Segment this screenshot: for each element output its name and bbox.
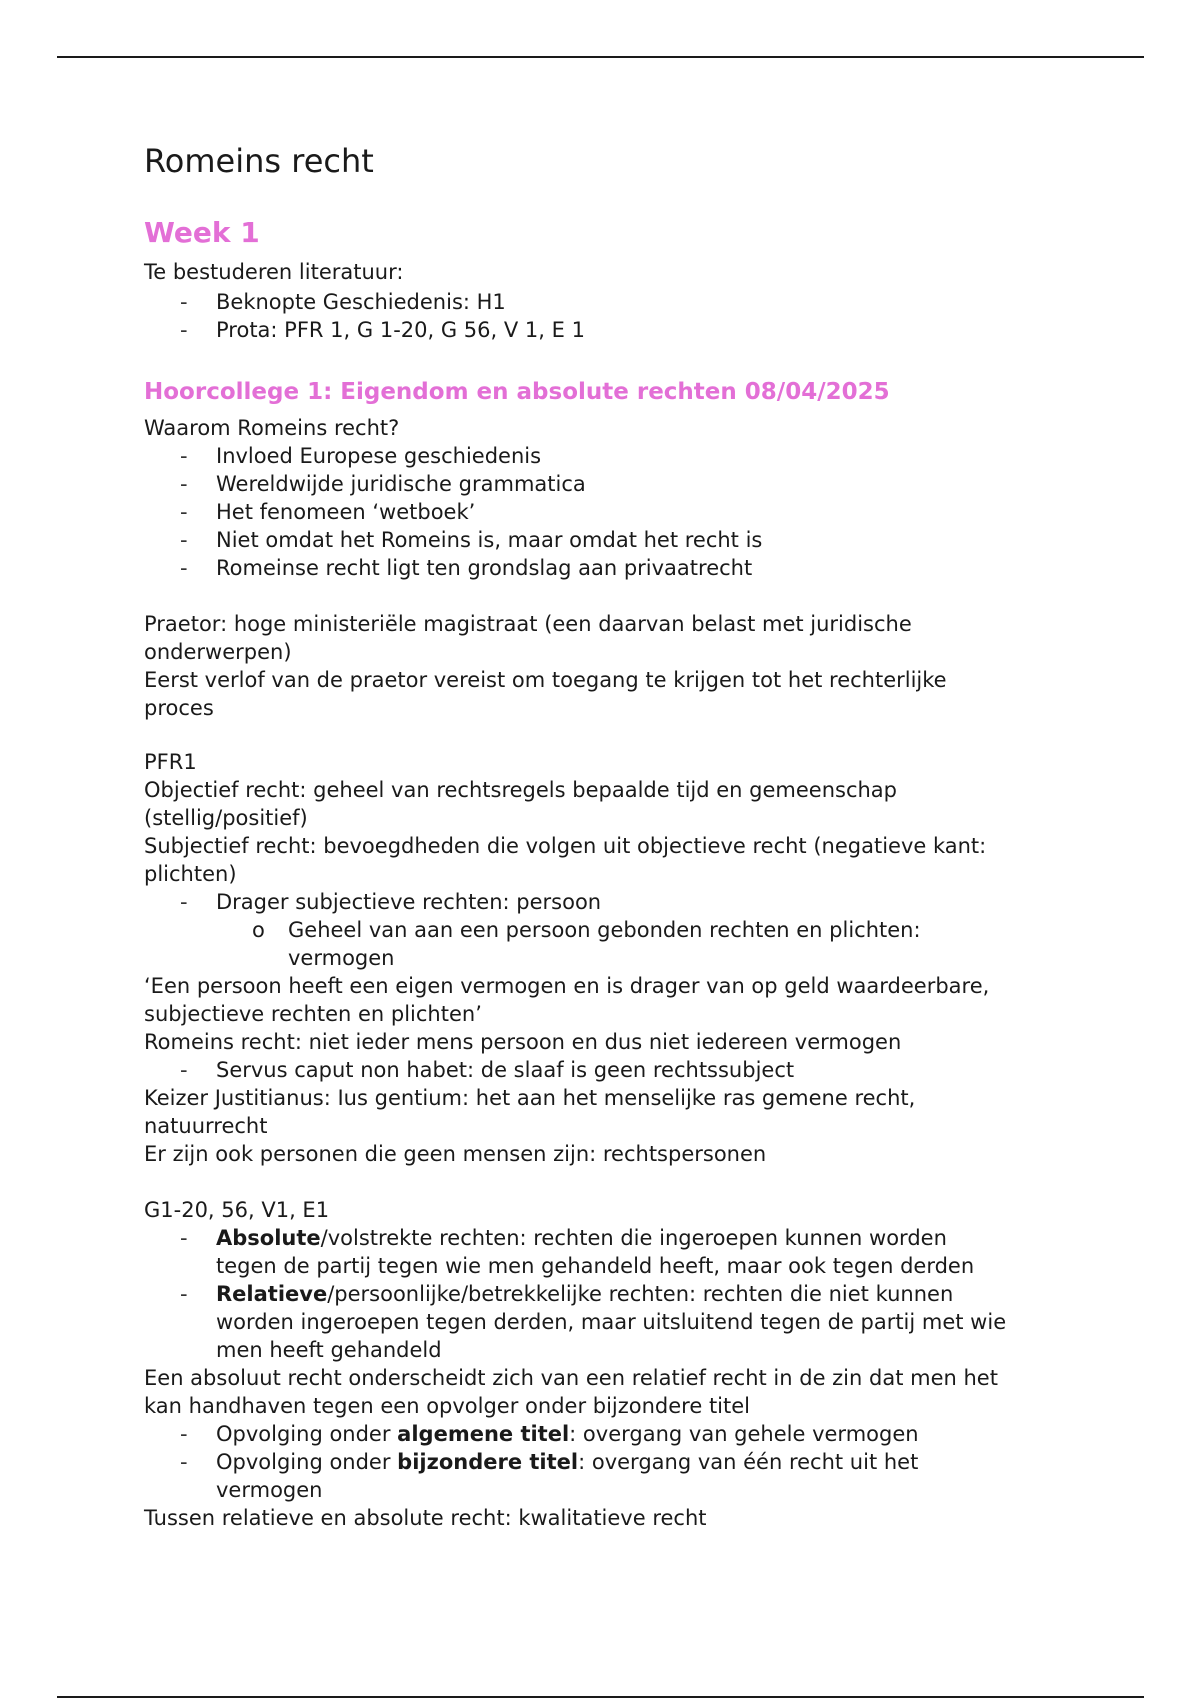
paragraph-line: Objectief recht: geheel van rechtsregels bepaalde tijd en gemeenschap — [144, 778, 897, 802]
lecture-heading: Hoorcollege 1: Eigendom en absolute rechten 08/04/2025 — [144, 379, 890, 405]
dash-bullet: - — [180, 1450, 188, 1474]
paragraph-line: Tussen relatieve en absolute recht: kwalitatieve recht — [144, 1506, 707, 1530]
bold-term: bijzondere titel — [397, 1450, 579, 1474]
paragraph-line: subjectieve rechten en plichten’ — [144, 1002, 482, 1026]
dash-bullet: - — [180, 1058, 188, 1082]
week-heading: Week 1 — [144, 216, 260, 249]
paragraph-line: men heeft gehandeld — [216, 1338, 442, 1362]
paragraph-line: onderwerpen) — [144, 640, 292, 664]
paragraph-line: kan handhaven tegen een opvolger onder bijzondere titel — [144, 1394, 751, 1418]
paragraph-line: (stellig/positief) — [144, 806, 308, 830]
circle-bullet: o — [252, 918, 265, 942]
bottom-rule — [57, 1696, 1144, 1698]
paragraph-line: Romeins recht: niet ieder mens persoon en dus niet iedereen vermogen — [144, 1030, 902, 1054]
paragraph-line: Er zijn ook personen die geen mensen zijn: rechtspersonen — [144, 1142, 767, 1166]
bold-term: algemene titel — [397, 1422, 570, 1446]
paragraph-line: vermogen — [216, 1478, 323, 1502]
dash-bullet: - — [180, 290, 188, 314]
paragraph-line: Een absoluut recht onderscheidt zich van een relatief recht in de zin dat men het — [144, 1366, 998, 1390]
dash-bullet: - — [180, 556, 188, 580]
dash-bullet: - — [180, 318, 188, 342]
paragraph-line: ‘Een persoon heeft een eigen vermogen en is drager van op geld waardeerbare, — [144, 974, 990, 998]
document-title: Romeins recht — [144, 142, 374, 180]
paragraph-line: tegen de partij tegen wie men gehandeld heeft, maar ook tegen derden — [216, 1254, 975, 1278]
section-label: PFR1 — [144, 750, 197, 774]
dash-bullet: - — [180, 500, 188, 524]
section-label: G1-20, 56, V1, E1 — [144, 1198, 330, 1222]
dash-bullet: - — [180, 1226, 188, 1250]
bold-term: Relatieve — [216, 1282, 328, 1306]
dash-bullet: - — [180, 528, 188, 552]
paragraph-line: natuurrecht — [144, 1114, 268, 1138]
paragraph-line: Keizer Justitianus: Ius gentium: het aan het menselijke ras gemene recht, — [144, 1086, 916, 1110]
paragraph-line: Eerst verlof van de praetor vereist om toegang te krijgen tot het rechterlijke — [144, 668, 947, 692]
why-intro: Waarom Romeins recht? — [144, 416, 400, 440]
dash-bullet: - — [180, 890, 188, 914]
paragraph-line: plichten) — [144, 862, 237, 886]
dash-bullet: - — [180, 1282, 188, 1306]
literature-intro: Te bestuderen literatuur: — [144, 260, 404, 284]
dash-bullet: - — [180, 1422, 188, 1446]
paragraph-line: Praetor: hoge ministeriële magistraat (een daarvan belast met juridische — [144, 612, 912, 636]
paragraph-line: proces — [144, 696, 214, 720]
paragraph-line: vermogen — [288, 946, 395, 970]
dash-bullet: - — [180, 472, 188, 496]
bold-term: Absolute — [216, 1226, 321, 1250]
paragraph-line: Subjectief recht: bevoegdheden die volgen uit objectieve recht (negatieve kant: — [144, 834, 987, 858]
paragraph-line: worden ingeroepen tegen derden, maar uitsluitend tegen de partij met wie — [216, 1310, 1007, 1334]
dash-bullet: - — [180, 444, 188, 468]
top-rule — [57, 56, 1144, 58]
